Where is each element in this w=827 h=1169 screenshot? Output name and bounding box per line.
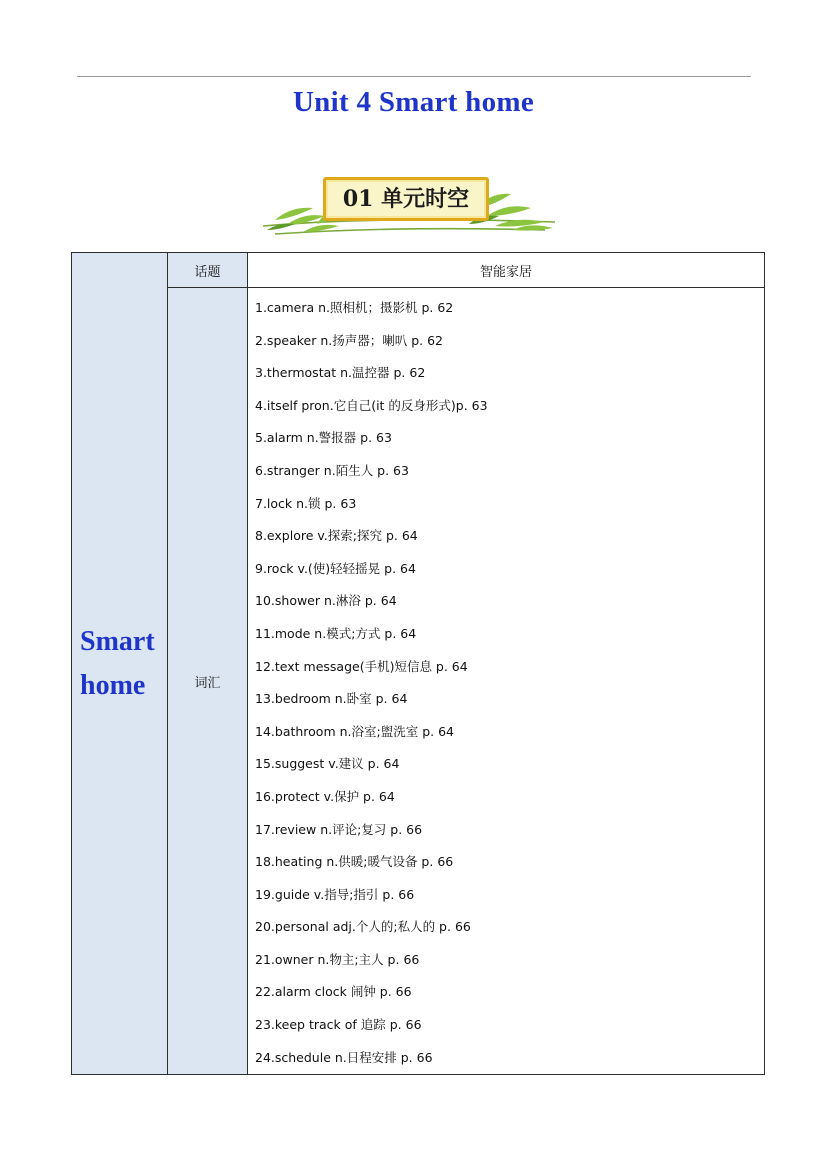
section-badge <box>255 172 565 244</box>
vocab-row <box>72 288 765 1075</box>
side-title-line2: home <box>80 669 146 701</box>
vocab-item: 16.protect v.保护 p. 64 <box>255 788 395 804</box>
vocab-item: 9.rock v.(使)轻轻摇晃 p. 64 <box>255 560 416 576</box>
vocab-item: 1.camera n.照相机；摄影机 p. 62 <box>255 300 454 315</box>
vocab-item: 23.keep track of 追踪 p. 66 <box>255 1017 422 1033</box>
section-badge-box <box>323 177 489 221</box>
unit-title: Unit 4 Smart home <box>292 86 535 118</box>
vocab-item: 4.itself pron.它自己(it 的反身形式)p. 63 <box>255 397 488 413</box>
vocab-item: 18.heating n.供暖;暖气设备 p. 66 <box>255 854 454 870</box>
vocab-item: 6.stranger n.陌生人 p. 63 <box>255 462 409 478</box>
vocab-item: 13.bedroom n.卧室 p. 64 <box>255 691 408 707</box>
vocab-item: 10.shower n.淋浴 p. 64 <box>255 593 397 609</box>
vocab-item: 15.suggest v.建议 p. 64 <box>255 756 400 772</box>
vocab-list <box>255 292 764 1074</box>
vocab-item: 3.thermostat n.温控器 p. 62 <box>255 365 426 381</box>
side-title <box>72 620 167 708</box>
vocab-item: 21.owner n.物主;主人 p. 66 <box>255 951 420 967</box>
vocab-item: 8.explore v.探索;探究 p. 64 <box>255 528 418 544</box>
vocab-label: 词汇 <box>168 288 248 1075</box>
side-title-line1: Smart <box>80 625 155 657</box>
side-title-cell <box>72 253 168 1075</box>
section-badge-label: 01 单元时空 <box>342 186 470 212</box>
vocab-item: 7.lock n.锁 p. 63 <box>255 495 357 511</box>
topic-row <box>72 253 765 288</box>
vocab-item: 14.bathroom n.浴室;盥洗室 p. 64 <box>255 723 454 739</box>
vocab-item: 5.alarm n.警报器 p. 63 <box>255 430 392 446</box>
vocab-item: 12.text message(手机)短信息 p. 64 <box>255 658 468 674</box>
header-rule <box>77 76 751 77</box>
topic-value: 智能家居 <box>248 253 765 288</box>
vocab-item: 20.personal adj.个人的;私人的 p. 66 <box>255 919 471 935</box>
vocab-list-cell <box>248 288 765 1075</box>
vocab-item: 2.speaker n.扬声器；喇叭 p. 62 <box>255 332 443 348</box>
topic-label: 话题 <box>168 253 248 288</box>
vocab-item: 22.alarm clock 闹钟 p. 66 <box>255 984 412 1000</box>
vocabulary-table <box>71 252 765 1075</box>
vocab-item: 24.schedule n.日程安排 p. 66 <box>255 1049 433 1065</box>
vocab-item: 11.mode n.模式;方式 p. 64 <box>255 625 417 641</box>
vocab-item: 17.review n.评论;复习 p. 66 <box>255 821 423 837</box>
vocab-item: 19.guide v.指导;指引 p. 66 <box>255 886 415 902</box>
